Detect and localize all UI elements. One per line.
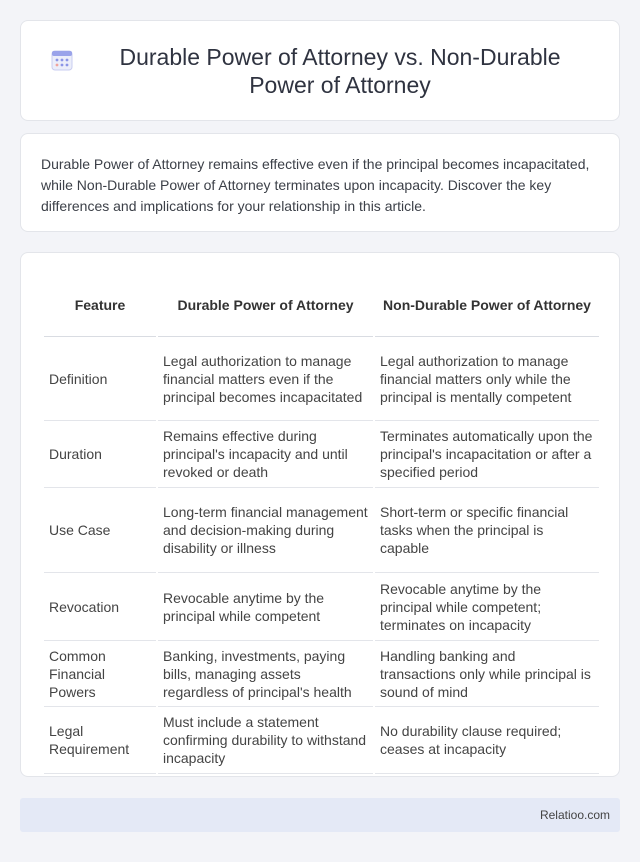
non-durable-cell: Legal authorization to manage financial matters only while the principal is mentally competent: [375, 337, 599, 421]
table-header-row: [44, 273, 599, 337]
footer-brand: Relatioo.com: [539, 808, 610, 822]
table-row: [44, 707, 599, 774]
footer-bar: [20, 798, 620, 832]
non-durable-cell: Revocable anytime by the principal while competent; terminates on incapacity: [375, 573, 599, 641]
page-title: Durable Power of Attorney vs. Non-Durable Power of Attorney: [119, 43, 561, 98]
header-feature: Feature: [44, 273, 156, 337]
non-durable-cell: Handling banking and transactions only while principal is sound of mind: [375, 641, 599, 707]
feature-cell: Revocation: [44, 573, 156, 641]
feature-cell: Duration: [44, 421, 156, 488]
header-durable: Durable Power of Attorney: [158, 273, 373, 337]
feature-cell: Legal Requirement: [44, 707, 156, 774]
table-row: [44, 641, 599, 707]
durable-cell: Must include a statement confirming durability to withstand incapacity: [158, 707, 373, 774]
intro-text: Durable Power of Attorney remains effective even if the principal becomes incapacitated, while Non-Durable Power of Attorney terminates upon incapacity. Discover the key differences and implications for your relationship in this article.: [41, 156, 590, 214]
title-wrap: [21, 43, 619, 99]
non-durable-cell: No durability clause required; ceases at incapacity: [375, 707, 599, 774]
table-row: [44, 421, 599, 488]
feature-cell: Use Case: [44, 488, 156, 573]
table-row: [44, 337, 599, 421]
intro-card: [20, 133, 620, 232]
non-durable-cell: Short-term or specific financial tasks when the principal is capable: [375, 488, 599, 573]
durable-cell: Banking, investments, paying bills, managing assets regardless of principal's health: [158, 641, 373, 707]
calendar-icon: [51, 49, 73, 71]
non-durable-cell: Terminates automatically upon the principal's incapacitation or after a specified period: [375, 421, 599, 488]
header-non-durable: Non-Durable Power of Attorney: [375, 273, 599, 337]
table-row: [44, 488, 599, 573]
feature-cell: Definition: [44, 337, 156, 421]
durable-cell: Revocable anytime by the principal while competent: [158, 573, 373, 641]
feature-cell: Common Financial Powers: [44, 641, 156, 707]
table-row: [44, 573, 599, 641]
durable-cell: Legal authorization to manage financial matters even if the principal becomes incapacitated: [158, 337, 373, 421]
durable-cell: Long-term financial management and decision-making during disability or illness: [158, 488, 373, 573]
comparison-card: [20, 252, 620, 777]
durable-cell: Remains effective during principal's incapacity and until revoked or death: [158, 421, 373, 488]
title-card: [20, 20, 620, 121]
comparison-table: [42, 273, 601, 774]
